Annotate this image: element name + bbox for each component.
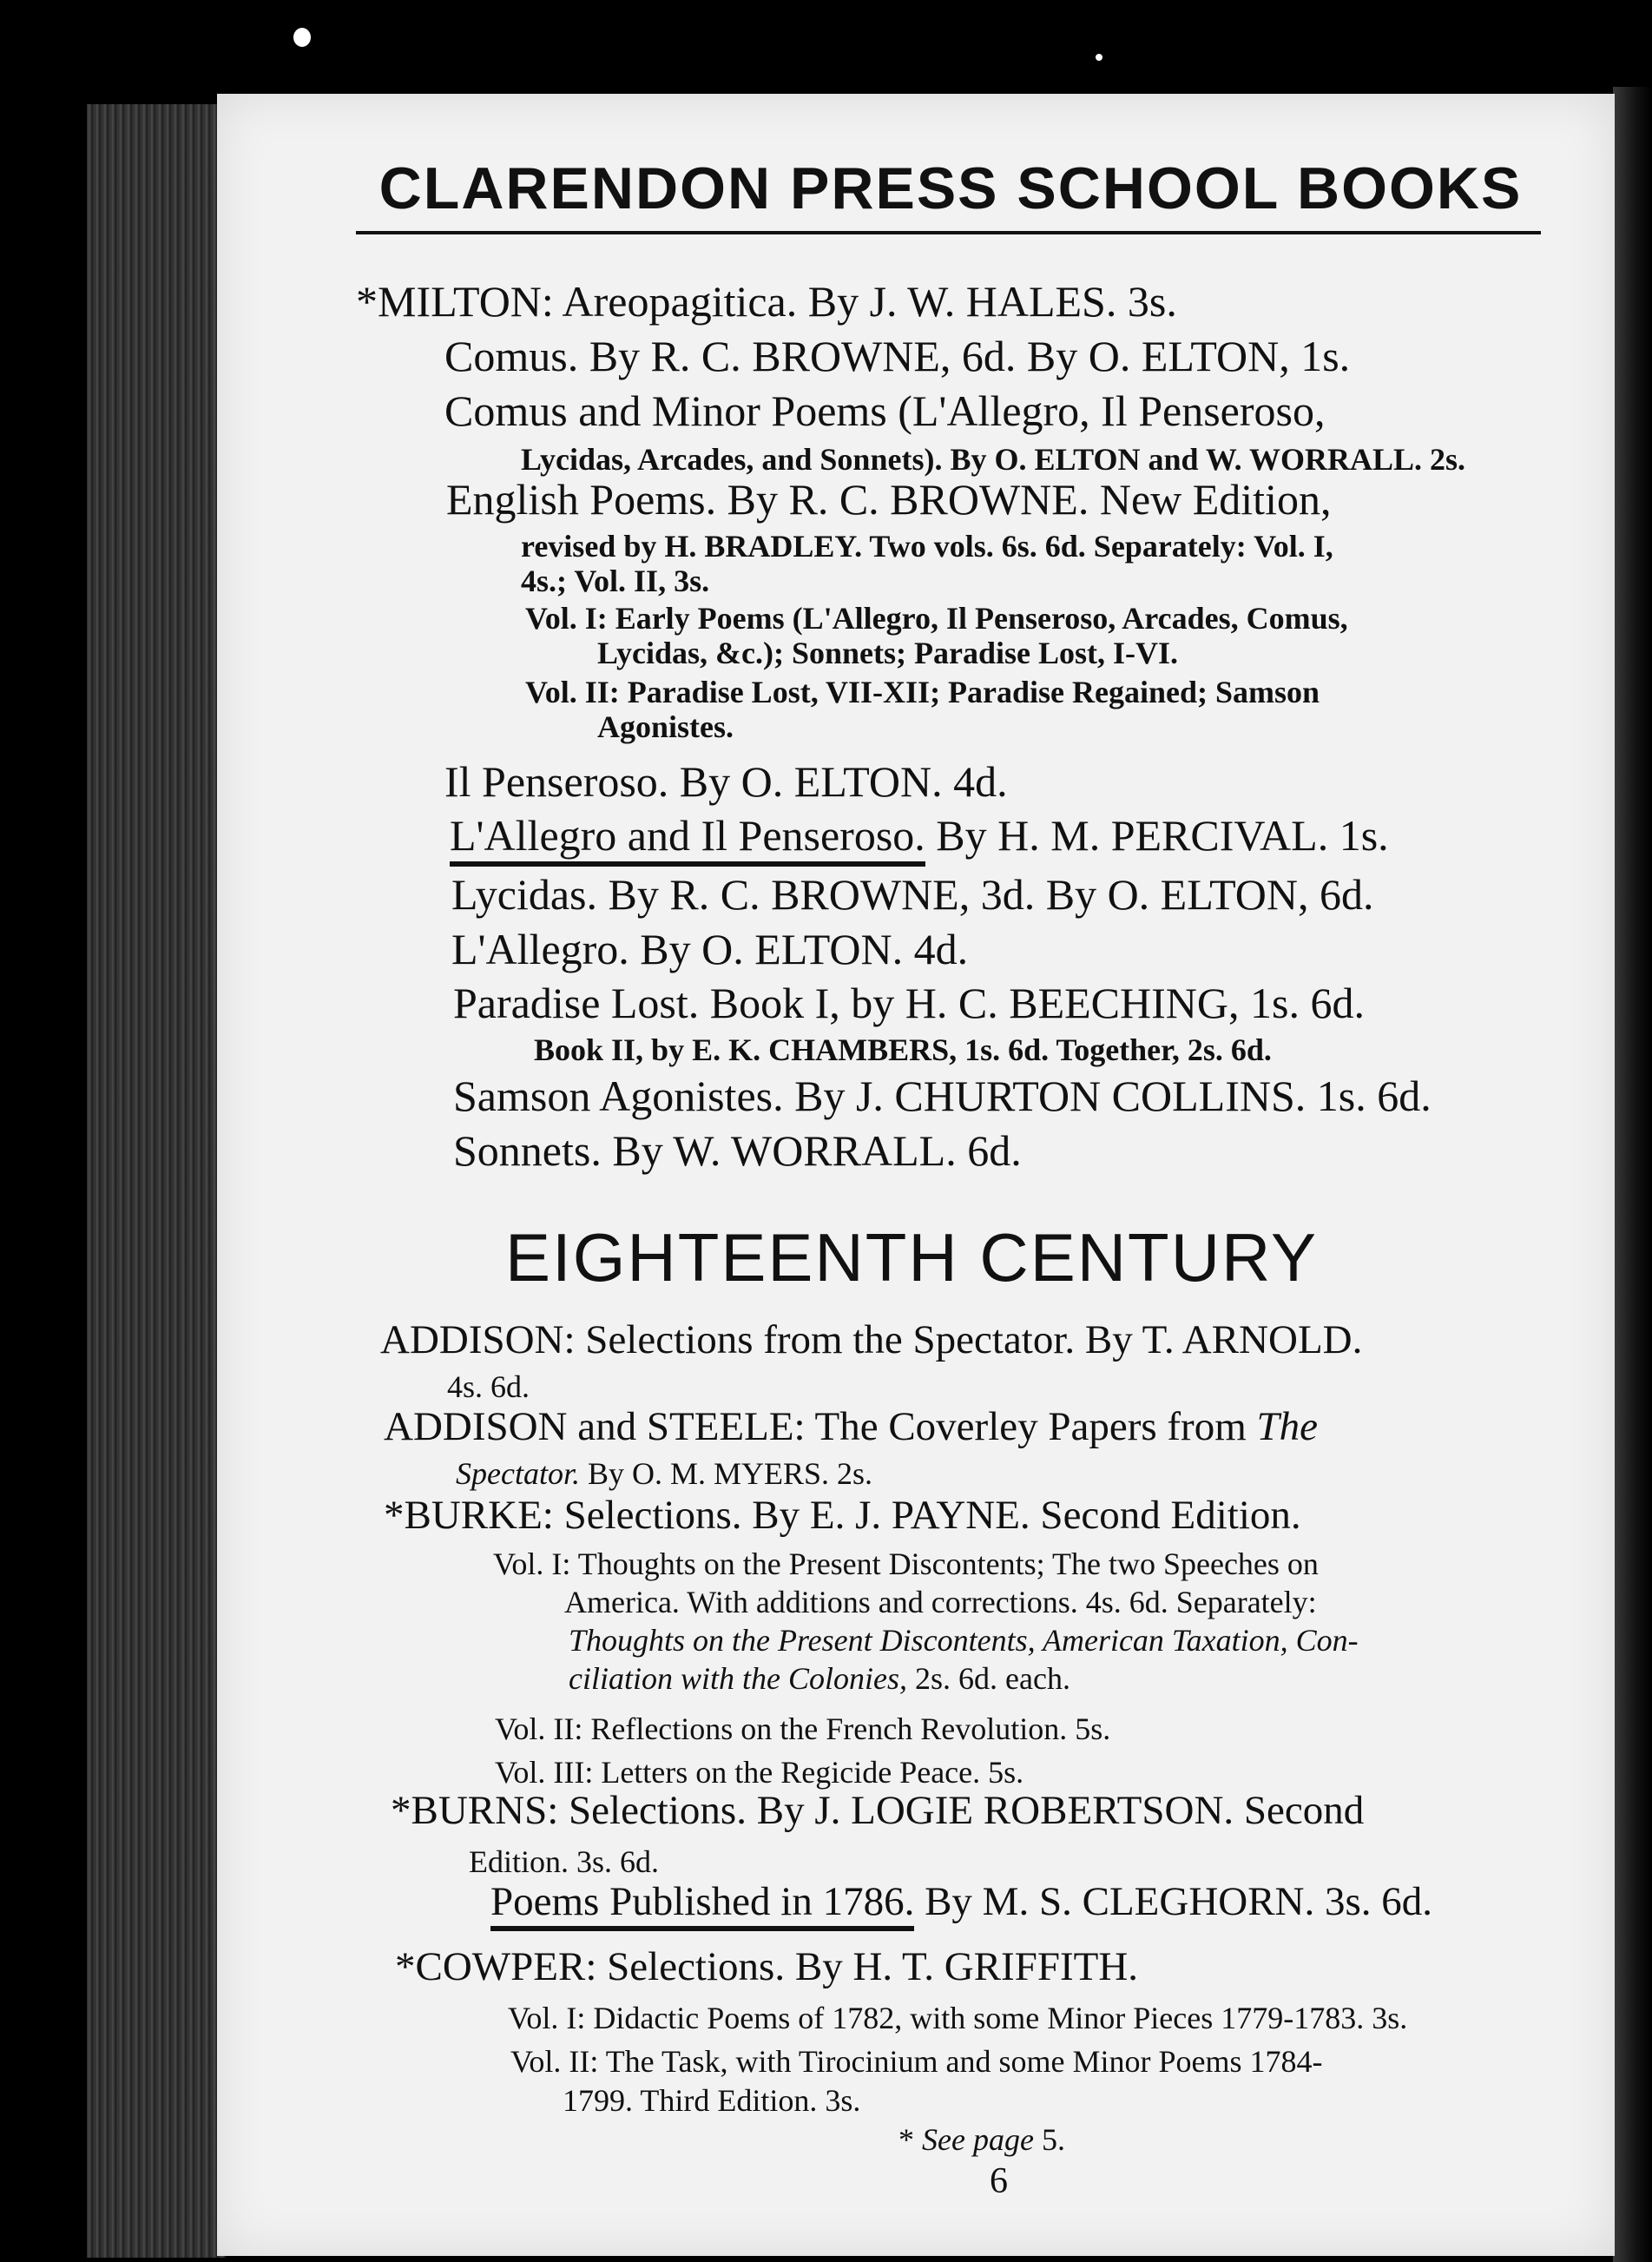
entry-burns-edition: Edition. 3s. 6d.: [469, 1844, 660, 1879]
entry-burke-vol-2: Vol. II: Reflections on the French Revolution. 5s.: [495, 1711, 1111, 1746]
italic-text: ciliation with the Colonies,: [569, 1661, 907, 1696]
underlined-title: L'Allegro and Il Penseroso.: [450, 811, 925, 867]
entry-addison-steele: [384, 1403, 1318, 1450]
entry-allegro: L'Allegro. By O. ELTON. 4d.: [451, 925, 969, 973]
entry-text: 2s. 6d. each.: [907, 1661, 1070, 1696]
section-title: EIGHTEENTH CENTURY: [505, 1219, 1318, 1296]
entry-english-poems-cont: 4s.; Vol. II, 3s.: [521, 564, 710, 598]
entry-vol-1-cont: Lycidas, &c.); Sonnets; Paradise Lost, I-VI.: [597, 636, 1179, 670]
footnote: [898, 2121, 1065, 2158]
entry-burke: *BURKE: Selections. By E. J. PAYNE. Second Edition.: [384, 1493, 1301, 1538]
entry-burke-vol-1-cont: America. With additions and corrections. 4s. 6d. Separately:: [564, 1585, 1317, 1619]
entry-comus-minor-poems: Comus and Minor Poems (L'Allegro, Il Penseroso,: [444, 386, 1326, 435]
page-header: CLARENDON PRESS SCHOOL BOOKS: [378, 155, 1523, 221]
book-page-edges: [87, 104, 226, 2258]
entry-burke-vol-1-italic: Thoughts on the Present Discontents, American Taxation, Con-: [569, 1623, 1359, 1658]
entry-addison: ADDISON: Selections from the Spectator. By T. ARNOLD.: [380, 1317, 1363, 1362]
italic-text: The: [1256, 1404, 1319, 1449]
entry-english-poems-cont: revised by H. BRADLEY. Two vols. 6s. 6d. Separately: Vol. I,: [521, 529, 1333, 564]
page-number: 6: [990, 2161, 1008, 2201]
entry-sonnets: Sonnets. By W. WORRALL. 6d.: [453, 1126, 1022, 1175]
entry-vol-1: Vol. I: Early Poems (L'Allegro, Il Penseroso, Arcades, Comus,: [525, 601, 1348, 636]
book-page: [217, 94, 1615, 2256]
entry-cowper-vol-1: Vol. I: Didactic Poems of 1782, with some Minor Pieces 1779-1783. 3s.: [508, 2001, 1408, 2035]
entry-comus-minor-poems-cont: Lycidas, Arcades, and Sonnets). By O. ELTON and W. WORRALL. 2s.: [521, 442, 1465, 477]
italic-text: Spectator.: [456, 1456, 580, 1491]
entry-text: 5.: [1033, 2122, 1065, 2157]
entry-text: ADDISON and STEELE: The Coverley Papers from: [384, 1404, 1257, 1449]
entry-samson-agonistes: Samson Agonistes. By J. CHURTON COLLINS. 1s. 6d.: [453, 1072, 1432, 1120]
entry-allegro-penseroso: [450, 810, 1389, 861]
header-rule: [356, 231, 1541, 234]
entry-english-poems: English Poems. By R. C. BROWNE. New Edition,: [446, 475, 1332, 524]
entry-addison-price: 4s. 6d.: [447, 1369, 530, 1404]
entry-cowper-vol-2-cont: 1799. Third Edition. 3s.: [563, 2083, 861, 2118]
footnote-star: *: [898, 2122, 922, 2157]
entry-vol-2-cont: Agonistes.: [597, 709, 734, 744]
entry-cowper-vol-2: Vol. II: The Task, with Tirocinium and some Minor Poems 1784-: [510, 2044, 1323, 2079]
entry-burns: *BURNS: Selections. By J. LOGIE ROBERTSON. Second: [391, 1788, 1365, 1833]
scan-speck: [293, 28, 311, 47]
entry-vol-2: Vol. II: Paradise Lost, VII-XII; Paradise Regained; Samson: [525, 675, 1320, 709]
italic-text: See page: [922, 2122, 1034, 2157]
entry-lycidas: Lycidas. By R. C. BROWNE, 3d. By O. ELTON, 6d.: [451, 870, 1374, 919]
entry-paradise-lost-cont: Book II, by E. K. CHAMBERS, 1s. 6d. Together, 2s. 6d.: [534, 1032, 1272, 1067]
scan-speck: [1096, 54, 1102, 61]
entry-burke-vol-3: Vol. III: Letters on the Regicide Peace. 5s.: [495, 1755, 1024, 1790]
entry-il-penseroso: Il Penseroso. By O. ELTON. 4d.: [444, 757, 1008, 806]
entry-poems-1786: [490, 1878, 1432, 1925]
entry-comus: Comus. By R. C. BROWNE, 6d. By O. ELTON, 1s.: [444, 332, 1351, 380]
entry-milton-areopagitica: *MILTON: Areopagitica. By J. W. HALES. 3s.: [356, 277, 1177, 326]
underlined-title: Poems Published in 1786.: [490, 1879, 914, 1931]
entry-text: By O. M. MYERS. 2s.: [579, 1456, 873, 1491]
entry-addison-steele-cont: [456, 1455, 872, 1492]
entry-burke-vol-1: Vol. I: Thoughts on the Present Discontents; The two Speeches on: [493, 1546, 1319, 1581]
entry-burke-vol-1-each: [569, 1660, 1070, 1697]
entry-paradise-lost: Paradise Lost. Book I, by H. C. BEECHING, 1s. 6d.: [453, 979, 1365, 1027]
scan-border: [1613, 87, 1652, 2262]
entry-text: By H. M. PERCIVAL. 1s.: [925, 811, 1389, 860]
entry-cowper: *COWPER: Selections. By H. T. GRIFFITH.: [395, 1944, 1139, 1989]
entry-text: By M. S. CLEGHORN. 3s. 6d.: [914, 1879, 1433, 1924]
